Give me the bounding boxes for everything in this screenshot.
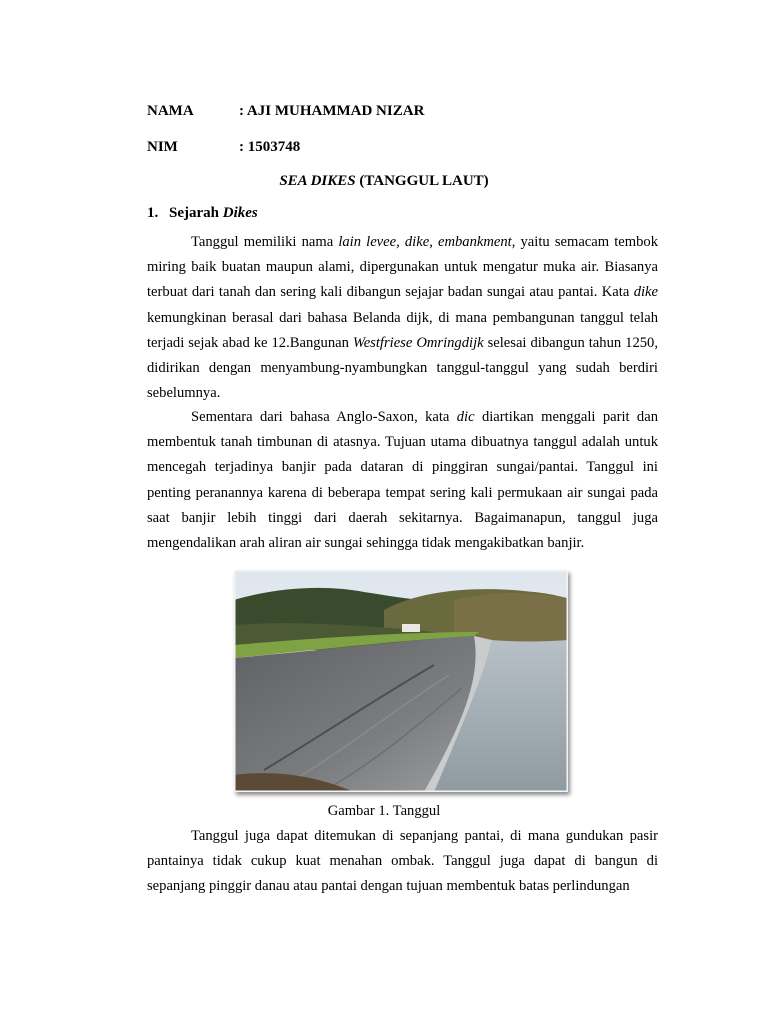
text-run: Tanggul memiliki nama xyxy=(191,234,339,250)
text-run: Sementara dari bahasa Anglo-Saxon, kata xyxy=(191,409,457,425)
nim-label: NIM xyxy=(147,139,178,155)
name-label: NAMA xyxy=(147,103,194,119)
italic-text-run: dike xyxy=(633,284,658,301)
document-title xyxy=(0,173,768,190)
nim-value: : 1503748 xyxy=(239,139,301,155)
figure-caption: Gambar 1. Tanggul xyxy=(327,803,441,819)
text-run: kemungkinan berasal dari bahasa Belanda dijk, di mana pembangunan tanggul telah terjadi sejak abad ke 12.Bangunan xyxy=(147,309,658,351)
paragraph-3 xyxy=(147,824,658,900)
section-label: Sejarah xyxy=(169,205,223,221)
dike-photo xyxy=(234,570,568,792)
dike-photo-drawing xyxy=(234,570,568,792)
italic-text-run: dic xyxy=(456,409,475,425)
text-run: diartikan menggali parit dan membentuk tanah timbunan di atasnya. Tujuan utama dibuatnya tanggul adalah untuk mencegah terjadinya banjir pada dataran di pinggiran sungai/pantai. Tanggul ini penting peranannya karena di beberapa tempat sering kali permukaan air sungai pada saat banjir lebih tinggi dari daerah sekitarnya. Bagaimanapun, tanggul juga mengendalikan arah aliran air sungai sehingga tidak mengakibatkan banjir. xyxy=(147,409,659,552)
section-number: 1. xyxy=(147,205,159,221)
name-value: : AJI MUHAMMAD NIZAR xyxy=(239,103,425,119)
title-rest: (TANGGUL LAUT) xyxy=(355,173,489,189)
paragraph-1 xyxy=(147,230,658,406)
section-label-italic: Dikes xyxy=(222,205,258,221)
italic-text-run: Westfriese Omringdijk xyxy=(352,334,484,351)
text-run: Tanggul juga dapat ditemukan di sepanjang pantai, di mana gundukan pasir pantainya tidak cukup kuat menahan ombak. Tanggul juga dapat di bangun di sepanjang pinggir danau atau pantai dengan tujuan membentuk batas perlindungan xyxy=(147,828,658,895)
section-heading xyxy=(147,205,258,222)
italic-text-run: lain levee, dike, embankment xyxy=(338,234,512,250)
text-run: , yaitu semacam tembok miring baik buatan maupun alami, dipergunakan untuk mengatur muka air. Biasanya terbuat dari tanah dan sering kali dibangun sejajar badan sungai atau pantai. Kata xyxy=(147,234,659,301)
paragraph-2 xyxy=(147,405,658,556)
title-italic: SEA DIKES xyxy=(279,173,356,189)
text-run: selesai dibangun tahun 1250, didirikan dengan menyambung-nyambungkan tanggul-tanggul yang sudah berdiri sebelumnya. xyxy=(147,334,658,402)
